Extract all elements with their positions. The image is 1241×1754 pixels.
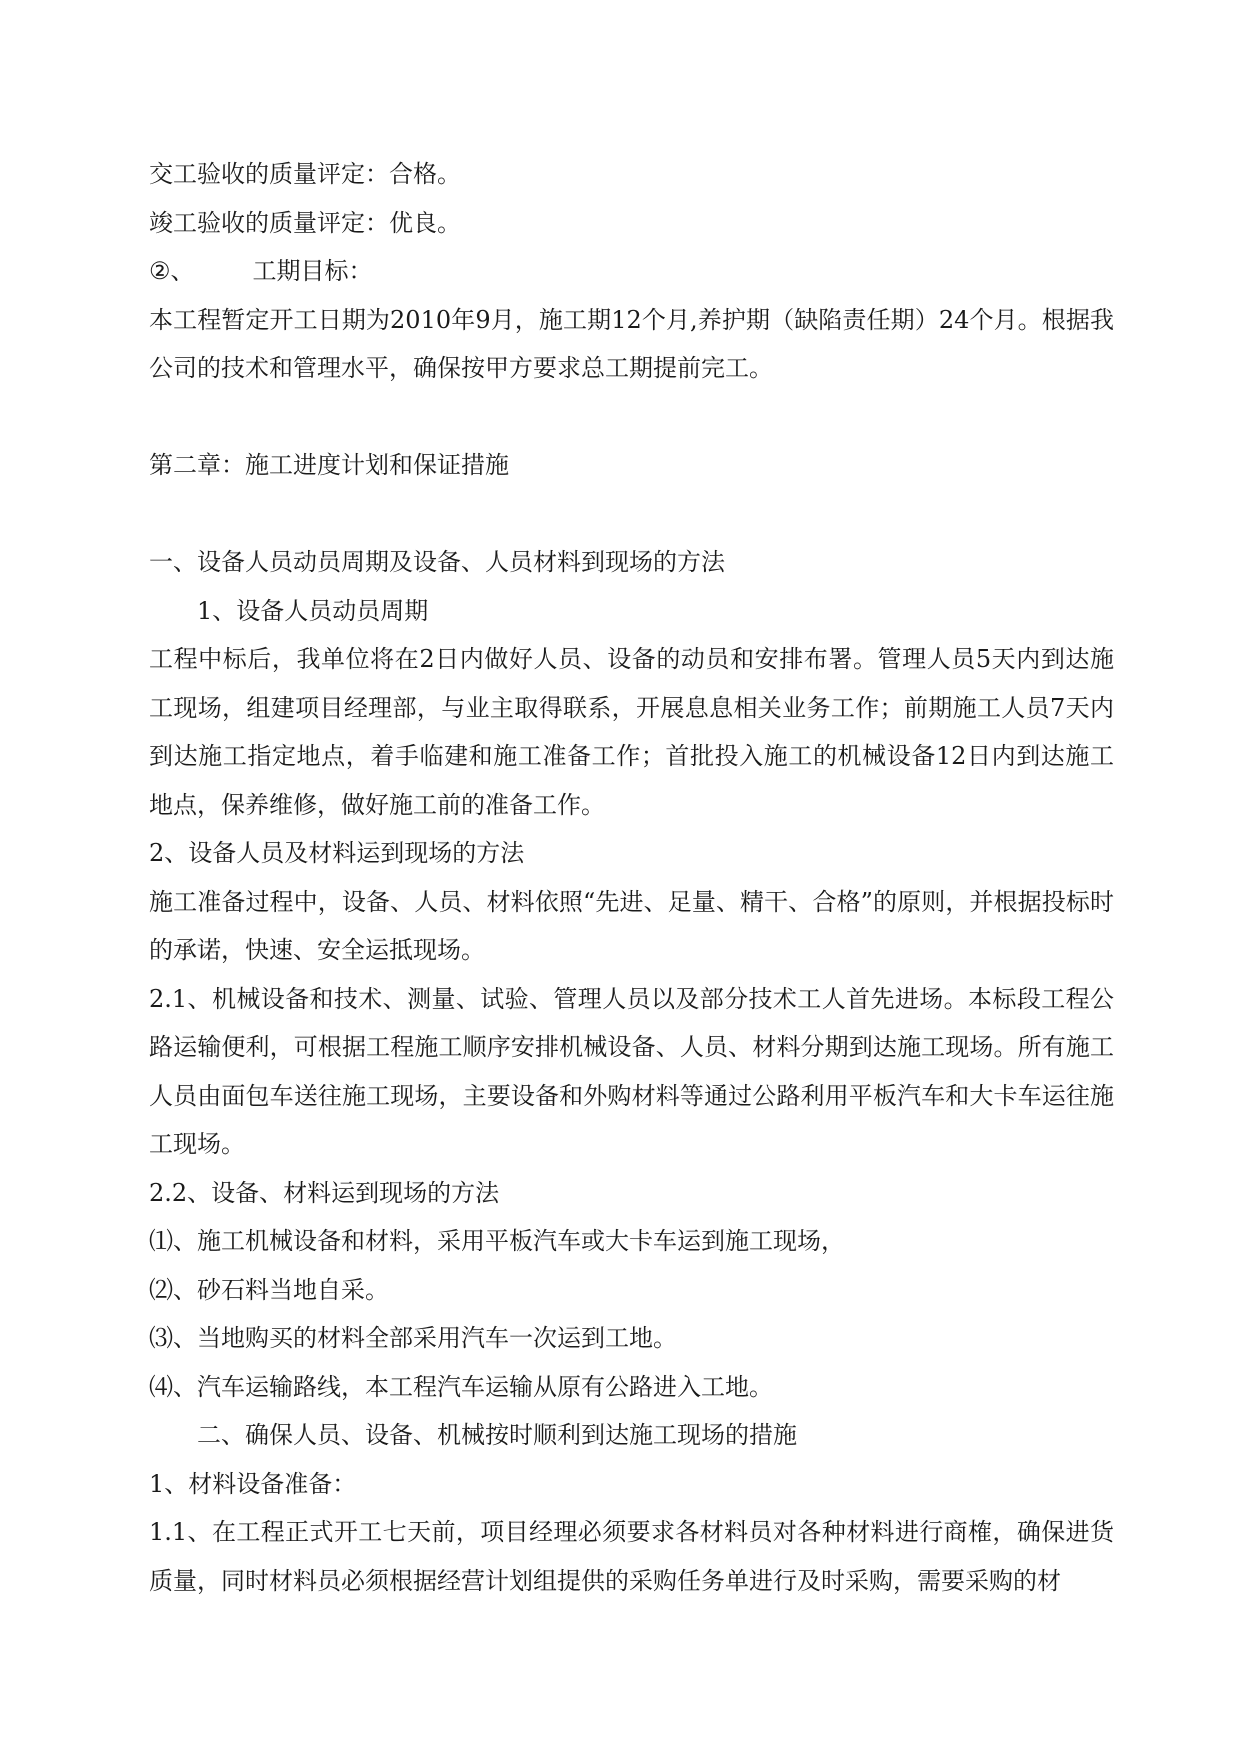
list-item: ⑶、当地购买的材料全部采用汽车一次运到工地。 (149, 1324, 677, 1352)
schedule-paragraph: 本工程暂定开工日期为2010年9月，施工期12个月,养护期（缺陷责任期）24个月。根据我公司的技术和管理水平，确保按甲方要求总工期提前完工。 (149, 305, 1114, 382)
schedule-target-label: 工期目标： (252, 257, 373, 285)
list-item: ⑷、汽车运输路线，本工程汽车运输从原有公路进入工地。 (149, 1372, 773, 1401)
chapter-heading: 第二章：施工进度计划和保证措施 (149, 451, 509, 479)
materials-paragraph: 1.1、在工程正式开工七天前，项目经理必须要求各材料员对各种材料进行商榷，确保进货质量，同时材料员必须根据经营计划组提供的采购任务单进行及时采购，需要采购的材 (149, 1518, 1114, 1595)
list-item: ⑴、施工机械设备和材料，采用平板汽车或大卡车运到施工现场， (149, 1227, 845, 1255)
document-body (149, 150, 1114, 1605)
mobilization-paragraph: 工程中标后，我单位将在2日内做好人员、设备的动员和安排布署。管理人员5天内到达施工现场，组建项目经理部，与业主取得联系，开展息息相关业务工作；前期施工人员7天内到达施工指定地点，着手临建和施工准备工作；首批投入施工的机械设备12日内到达施工地点，保养维修，做好施工前的准备工作。 (149, 645, 1114, 819)
entry-paragraph: 2.1、机械设备和技术、测量、试验、管理人员以及部分技术工人首先进场。本标段工程公路运输便利，可根据工程施工顺序安排机械设备、人员、材料分期到达施工现场。所有施工人员由面包车送往施工现场，主要设备和外购材料等通过公路利用平板汽车和大卡车运往施工现场。 (149, 984, 1114, 1158)
schedule-target-heading (149, 247, 1114, 296)
section-heading-1: 一、设备人员动员周期及设备、人员材料到现场的方法 (149, 548, 725, 576)
transport-method-heading: 2.2、设备、材料运到现场的方法 (149, 1178, 500, 1207)
quality-acceptance-handover: 交工验收的质量评定：合格。 (149, 160, 461, 188)
subsection-heading-1-1: 1、设备人员动员周期 (197, 596, 429, 625)
preparation-paragraph: 施工准备过程中，设备、人员、材料依照“先进、足量、精干、合格”的原则，并根据投标时的承诺，快速、安全运抵现场。 (149, 887, 1114, 964)
subsection-heading-2-1: 1、材料设备准备： (149, 1469, 357, 1498)
list-item: ⑵、砂石料当地自采。 (149, 1275, 389, 1304)
subsection-heading-1-2: 2、设备人员及材料运到现场的方法 (149, 839, 525, 867)
quality-acceptance-completion: 竣工验收的质量评定：优良。 (149, 208, 461, 237)
section-heading-2: 二、确保人员、设备、机械按时顺利到达施工现场的措施 (197, 1421, 797, 1449)
list-marker: ②、 (149, 257, 195, 285)
